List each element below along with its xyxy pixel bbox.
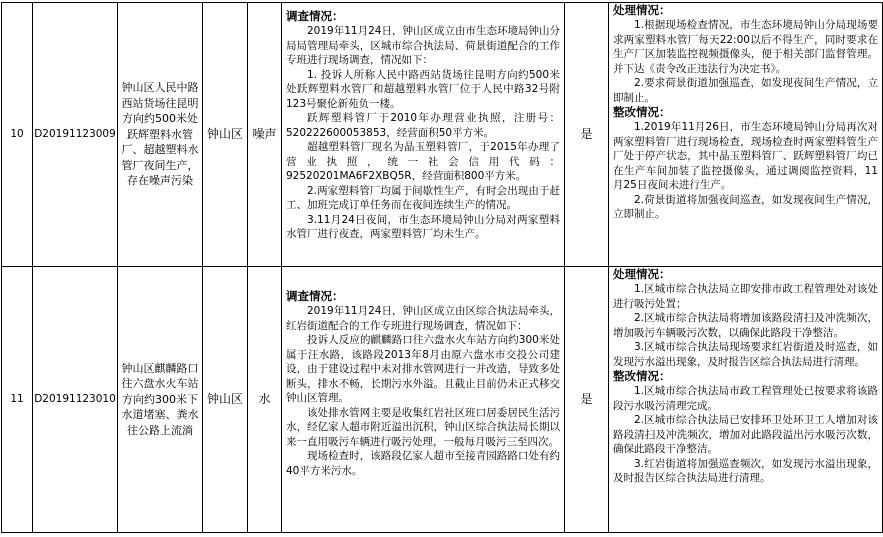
survey-paragraph: 3.11月24日夜间，市生态环境局钟山分局对两家塑料水管厂进行夜查，两家塑料管厂均未生产。: [286, 213, 560, 240]
handling-heading: 处理情况：: [613, 3, 671, 17]
survey-cell: [282, 3, 565, 267]
rectify-paragraph: 1.2019年11月26日，市生态环境局钟山分局再次对两家塑料管厂进行现场检查，现场检查时两家塑料管生产厂处于停产状态，其中晶玉塑料管厂、跃辉塑料管厂均已在生产车间加装了监控摄像头，通过调阅监控资料，11月25日夜间未进行生产。: [613, 121, 878, 191]
rectify-heading: 整改情况：: [613, 105, 671, 119]
survey-paragraph: 投诉人反应的麒麟路口往六盘水火车站方向约300米处属于汪水路，该路段2013年8月由原六盘水市交投公司建设，由于建设过程中未对排水管网进行一并改造，导致多处断头，排水不畅，长期污水外溢。且截止目前仍未正式移交钟山区管理。: [286, 334, 560, 404]
handling-paragraph: 1.区城市综合执法局立即安排市政工程管理处对该处进行吸污处置；: [613, 283, 878, 310]
rectify-paragraph: 2.荷景街道将加强夜间巡查，如发现夜间生产情况，立即制止。: [613, 193, 878, 220]
survey-paragraph: 2.两家塑料管厂均属于间歇性生产，有时会出现由于赶工、加班完成订单任务而在夜间连续生产的情况。: [286, 184, 560, 211]
handling-paragraph: 1.根据现场检查情况，市生态环境局钟山分局现场要求两家塑料水管厂每天22:00以后不得生产，同时要求在生产厂区加装监控视频摄像头，便于相关部门监督管理。并下达《责令改正违法行为决定书》。: [613, 19, 878, 75]
survey-paragraph: 该处排水管网主要是收集红岩社区班口居委居民生活污水，经亿家人超市附近溢出沉积，钟山区综合执法局长期以来一直用吸污车辆进行吸污处理，一般每月吸污三至四次。: [286, 406, 560, 448]
complaint-description: 钟山区人民中路西站货场往昆明方向约500米处跃辉塑料水管厂、超越塑料水管厂夜间生产，存在噪声污染: [118, 3, 203, 267]
case-code: D20191123009: [33, 3, 118, 267]
case-code: D20191123010: [33, 267, 118, 533]
rectify-paragraph: 2.区城市综合执法局已安排环卫处环卫工人增加对该路段清扫及冲洗频次，增加对此路段溢出污水吸污次数，确保此路段干净整洁。: [613, 414, 878, 455]
pollution-type: 噪声: [248, 3, 282, 267]
row-number: 11: [2, 267, 33, 533]
survey-paragraph: 超越塑料管厂现名为晶玉塑料管厂，于2015年办理了营业执照，统一社会信用代码：92520201MA6F2XBQ5R，经营面积800平方米。: [286, 141, 560, 182]
survey-heading: 调查情况：: [286, 289, 344, 303]
survey-heading: 调查情况：: [286, 9, 344, 23]
rectify-paragraph: 1.区城市综合执法局市政工程管理处已按要求将该路段污水吸污清理完成。: [613, 385, 878, 412]
district: 钟山区: [203, 267, 248, 533]
district: 钟山区: [203, 3, 248, 267]
survey-cell: [282, 267, 565, 533]
handling-paragraph: 3.区城市综合执法局现场要求红岩街道及时巡查，如发现污水溢出现象，及时报告区综合执法局进行清理。: [613, 341, 878, 368]
rectify-heading: 整改情况：: [613, 369, 671, 383]
handling-paragraph: 2.区城市综合执法局将增加该路段清扫及冲洗频次，增加吸污车辆吸污次数，以确保此路段干净整洁。: [613, 312, 878, 339]
complaint-description: 钟山区麒麟路口往六盘水火车站方向约300米下水道堵塞、粪水往公路上流淌: [118, 267, 203, 533]
verdict: 是: [565, 267, 609, 533]
survey-paragraph: 跃辉塑料管厂于2010年办理营业执照，注册号：520222600053853，经营面积50平方米。: [286, 112, 560, 139]
handling-cell: [609, 3, 883, 267]
survey-paragraph: 2019年11月24日，钟山区成立由区综合执法局牵头，红岩街道配合的工作专班进行现场调查，情况如下：: [286, 305, 560, 332]
handling-paragraph: 2.要求荷景街道加强巡查，如发现夜间生产情况，立即制止。: [613, 77, 878, 104]
pollution-type: 水: [248, 267, 282, 533]
handling-cell: [609, 267, 883, 533]
survey-paragraph: 1. 投诉人所称人民中路西站货场往昆明方向约500米处跃辉塑料水管厂和超越塑料水管厂位于人民中路32号附123号聚伦新苑负一楼。: [286, 68, 560, 110]
survey-paragraph: 现场检查时，该路段亿家人超市至接青园路路口处有约40平方米污水。: [286, 450, 560, 477]
table-row: [2, 3, 883, 267]
rectify-paragraph: 3.红岩街道将加强巡查频次，如发现污水溢出现象，及时报告区综合执法局进行清理。: [613, 457, 878, 484]
verdict: 是: [565, 3, 609, 267]
row-number: 10: [2, 3, 33, 267]
survey-paragraph: 2019年11月24日，钟山区成立由市生态环境局钟山分局局管理局牵头，区城市综合执法局、荷景街道配合的工作专班进行现场调查，情况如下：: [286, 25, 560, 66]
handling-heading: 处理情况：: [613, 267, 671, 281]
table-row: [2, 267, 883, 533]
complaint-table: [1, 2, 883, 533]
